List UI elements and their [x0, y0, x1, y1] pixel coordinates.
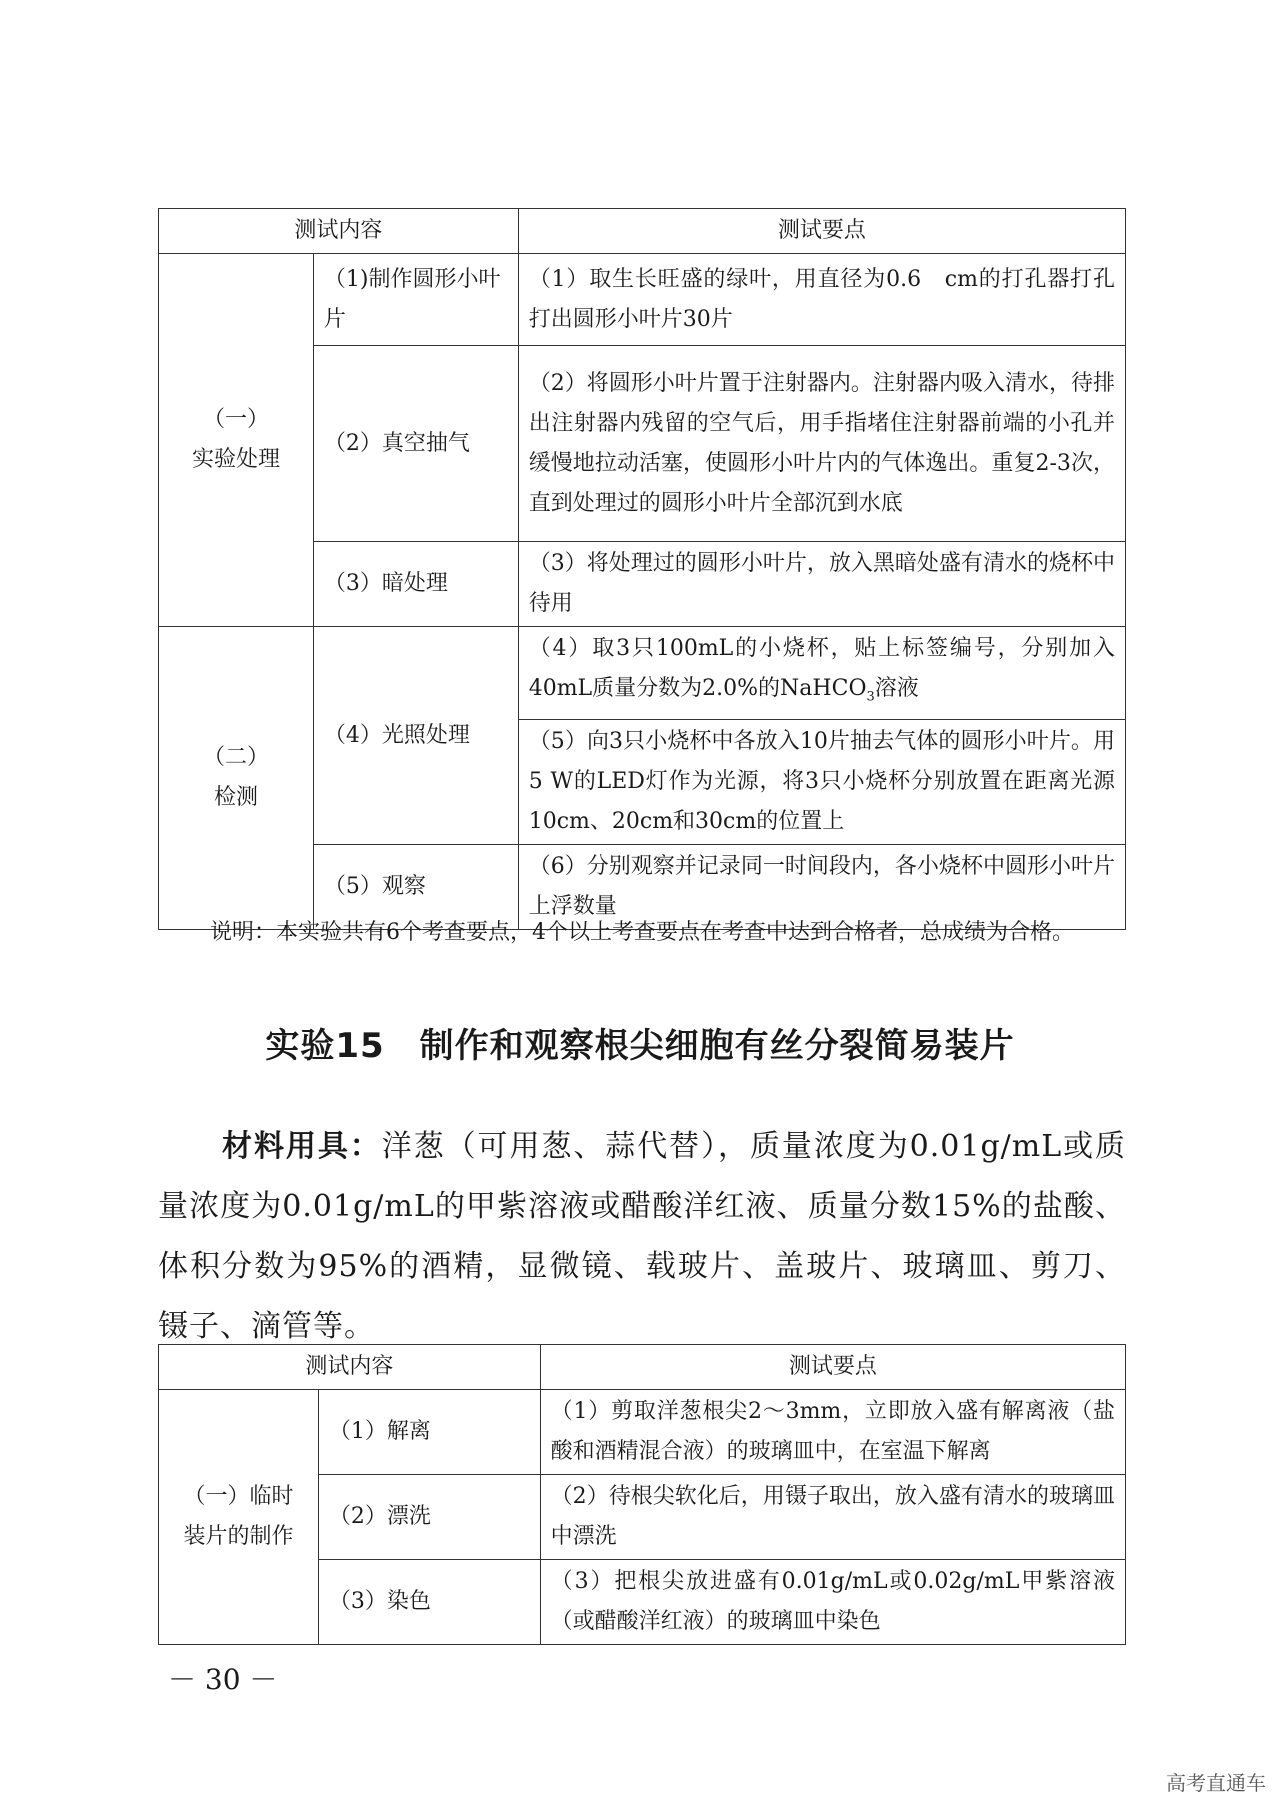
item-cell: （3）染色	[318, 1560, 540, 1645]
category-line: 检测	[213, 785, 258, 811]
test-table-2	[158, 1344, 1126, 1645]
point-text: （4）取3只100mL的小烧杯，贴上标签编号，分别加入40mL质量分数为2.0%的NaHCO	[528, 636, 1115, 701]
point-cell: （1）取生长旺盛的绿叶，用直径为0.6 cm的打孔器打孔打出圆形小叶片30片	[518, 254, 1125, 346]
category-line: （二）	[202, 745, 269, 771]
point-cell: （1）剪取洋葱根尖2～3mm，立即放入盛有解离液（盐酸和酒精混合液）的玻璃皿中，在室温下解离	[540, 1390, 1125, 1475]
table-row	[159, 1390, 1126, 1475]
item-cell: （5）观察	[313, 845, 518, 930]
point-text-end: 溶液	[874, 676, 919, 701]
header-points: 测试要点	[540, 1345, 1125, 1390]
header-content: 测试内容	[159, 1345, 541, 1390]
item-cell: （2）漂洗	[318, 1475, 540, 1560]
subscript: 3	[866, 689, 875, 705]
category-line: （一）临时	[183, 1484, 294, 1509]
header-points: 测试要点	[518, 209, 1125, 254]
point-cell: （2）将圆形小叶片置于注射器内。注射器内吸入清水，待排出注射器内残留的空气后，用手指堵住注射器前端的小孔并缓慢地拉动活塞，使圆形小叶片内的气体逸出。重复2-3次，直到处理过的圆形小叶片全部沉到水底	[518, 346, 1125, 542]
header-content: 测试内容	[159, 209, 519, 254]
item-cell: （2）真空抽气	[313, 346, 518, 542]
item-cell: （1）解离	[318, 1390, 540, 1475]
point-cell: （3）把根尖放进盛有0.01g/mL或0.02g/mL甲紫溶液（或醋酸洋红液）的玻璃皿中染色	[540, 1560, 1125, 1645]
table-row	[159, 254, 1126, 346]
page-number: － 30 －	[168, 1663, 278, 1696]
item-cell: （3）暗处理	[313, 542, 518, 627]
category-line: （一）	[202, 407, 269, 432]
point-cell	[518, 627, 1125, 720]
point-cell: （6）分别观察并记录同一时间段内，各小烧杯中圆形小叶片上浮数量	[518, 845, 1125, 930]
category-line: 装片的制作	[183, 1524, 294, 1549]
materials-label: 材料用具：	[222, 1129, 382, 1164]
test-table-1	[158, 208, 1126, 930]
category-cell	[159, 627, 314, 930]
point-cell: （3）将处理过的圆形小叶片，放入黑暗处盛有清水的烧杯中待用	[518, 542, 1125, 627]
item-cell: （4）光照处理	[313, 627, 518, 845]
category-cell	[159, 1390, 319, 1645]
watermark-text: 高考直通车	[1166, 1771, 1266, 1795]
materials-paragraph	[158, 1117, 1126, 1357]
point-cell: （2）待根尖软化后，用镊子取出，放入盛有清水的玻璃皿中漂洗	[540, 1475, 1125, 1560]
materials-text: 洋葱（可用葱、蒜代替），质量浓度为0.01g/mL或质量浓度为0.01g/mL的甲紫溶液或醋酸洋红液、质量分数15%的盐酸、体积分数为95%的酒精，显微镜、载玻片、盖玻片、玻璃皿、剪刀、镊子、滴管等。	[158, 1129, 1127, 1344]
point-cell: （5）向3只小烧杯中各放入10片抽去气体的圆形小叶片。用5 W的LED灯作为光源，将3只小烧杯分别放置在距离光源10cm、20cm和30cm的位置上	[518, 720, 1125, 845]
table-header-row	[159, 209, 1126, 254]
category-line: 实验处理	[191, 447, 280, 472]
table-row	[159, 627, 1126, 720]
table-note: 说明：本实验共有6个考查要点，4个以上考查要点在考查中达到合格者，总成绩为合格。	[210, 920, 1074, 945]
table-header-row	[159, 1345, 1126, 1390]
category-cell	[159, 254, 314, 627]
item-cell: （1)制作圆形小叶片	[313, 254, 518, 346]
experiment-title: 实验15 制作和观察根尖细胞有丝分裂简易装片	[265, 1026, 1015, 1066]
